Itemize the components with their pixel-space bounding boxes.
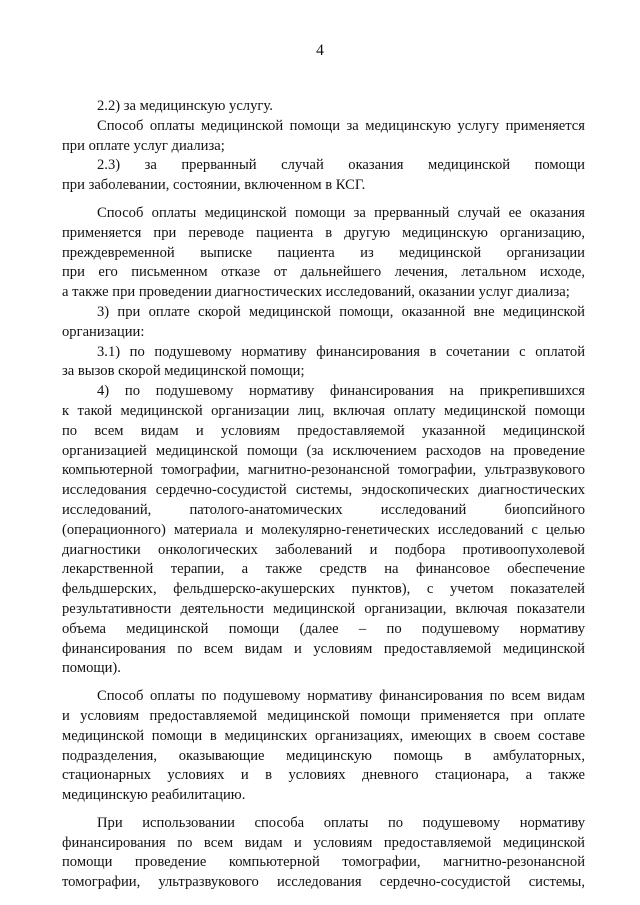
text-line: помощи проведение компьютерной томографии, магнитно-резонансной xyxy=(62,854,585,871)
text-line: преждевременной выписке пациента из медицинской организации xyxy=(62,244,585,261)
text-line: (операционного) материала и молекулярно-генетических исследований с целью xyxy=(62,521,585,538)
text-line: 2.2) за медицинскую услугу. xyxy=(97,98,273,114)
text-line: при заболевании, состоянии, включенном в КСГ. xyxy=(62,177,366,194)
text-line: Способ оплаты медицинской помощи за прерванный случай ее оказания xyxy=(97,204,585,221)
text-line: медицинскую реабилитацию. xyxy=(62,787,246,804)
text-line: лекарственной терапии, а также средств на финансовое обеспечение xyxy=(62,561,585,578)
text-line: при оплате услуг диализа; xyxy=(62,137,225,154)
text-line: и условиям предоставляемой медицинской помощи применяется при оплате xyxy=(62,707,585,724)
paragraph-2-3 xyxy=(62,156,585,196)
text-line: финансирования по всем видам и условиям предоставляемой медицинской xyxy=(62,640,585,657)
paragraph-gap xyxy=(62,679,585,687)
paragraph-3 xyxy=(62,303,585,343)
text-line: подразделения, оказывающие медицинскую помощь в амбулаторных, xyxy=(62,747,585,764)
text-line: медицинской помощи в медицинских организациях, имеющих в своем составе xyxy=(62,727,585,744)
text-line: исследований, патолого-анатомических исследований биопсийного xyxy=(62,501,585,518)
text-line: 3.1) по подушевому нормативу финансирования в сочетании с оплатой xyxy=(97,343,585,360)
text-line: к такой медицинской организации лиц, включая оплату медицинской помощи xyxy=(62,402,585,419)
text-line: финансирования по всем видам и условиям предоставляемой медицинской xyxy=(62,834,585,851)
text-line: Способ оплаты по подушевому нормативу финансирования по всем видам xyxy=(97,688,585,705)
text-line: организации: xyxy=(62,323,145,340)
text-line: применяется при переводе пациента в другую медицинскую организацию, xyxy=(62,224,585,241)
text-line: а также при проведении диагностических исследований, оказании услуг диализа; xyxy=(62,284,570,301)
text-line: 2.3) за прерванный случай оказания медицинской помощи xyxy=(97,157,585,174)
paragraph-2-2 xyxy=(62,97,585,117)
text-line: результативности деятельности медицинской организации, включая показатели xyxy=(62,600,585,617)
text-line: 4) по подушевому нормативу финансирования на прикрепившихся xyxy=(97,383,585,400)
page-number: 4 xyxy=(316,42,324,59)
text-line: исследования сердечно-сосудистой системы, эндоскопических диагностических xyxy=(62,482,585,499)
text-line: диагностики онкологических заболеваний и подбора противоопухолевой xyxy=(62,541,585,558)
text-line: при его письменном отказе от дальнейшего лечения, летальном исходе, xyxy=(62,264,585,281)
text-line: При использовании способа оплаты по подушевому нормативу xyxy=(97,814,585,831)
text-line: томографии, ультразвукового исследования сердечно-сосудистой системы, xyxy=(62,874,585,891)
text-line: за вызов скорой медицинской помощи; xyxy=(62,363,305,380)
paragraph-4-method xyxy=(62,687,585,806)
paragraph-gap xyxy=(62,806,585,814)
document-body xyxy=(62,97,585,893)
text-line: фельдшерских, фельдшерско-акушерских пунктов), с учетом показателей xyxy=(62,581,585,598)
paragraph-4 xyxy=(62,382,585,679)
text-line: по всем видам и условиям предоставляемой указанной медицинской xyxy=(62,422,585,439)
text-line: компьютерной томографии, магнитно-резонансной томографии, ультразвукового xyxy=(62,462,585,479)
paragraph-4-usage xyxy=(62,814,585,893)
paragraph-2-2-method xyxy=(62,117,585,157)
text-line: 3) при оплате скорой медицинской помощи, оказанной вне медицинской xyxy=(97,303,585,320)
text-line: Способ оплаты медицинской помощи за медицинскую услугу применяется xyxy=(97,117,585,134)
text-line: объема медицинской помощи (далее – по подушевому нормативу xyxy=(62,620,585,637)
text-line: стационарных условиях и в условиях дневного стационара, а также xyxy=(62,767,585,784)
paragraph-3-1 xyxy=(62,343,585,383)
text-line: помощи). xyxy=(62,660,121,677)
paragraph-gap xyxy=(62,196,585,204)
paragraph-2-3-method xyxy=(62,204,585,303)
text-line: организацией медицинской помощи (за исключением расходов на проведение xyxy=(62,442,585,459)
